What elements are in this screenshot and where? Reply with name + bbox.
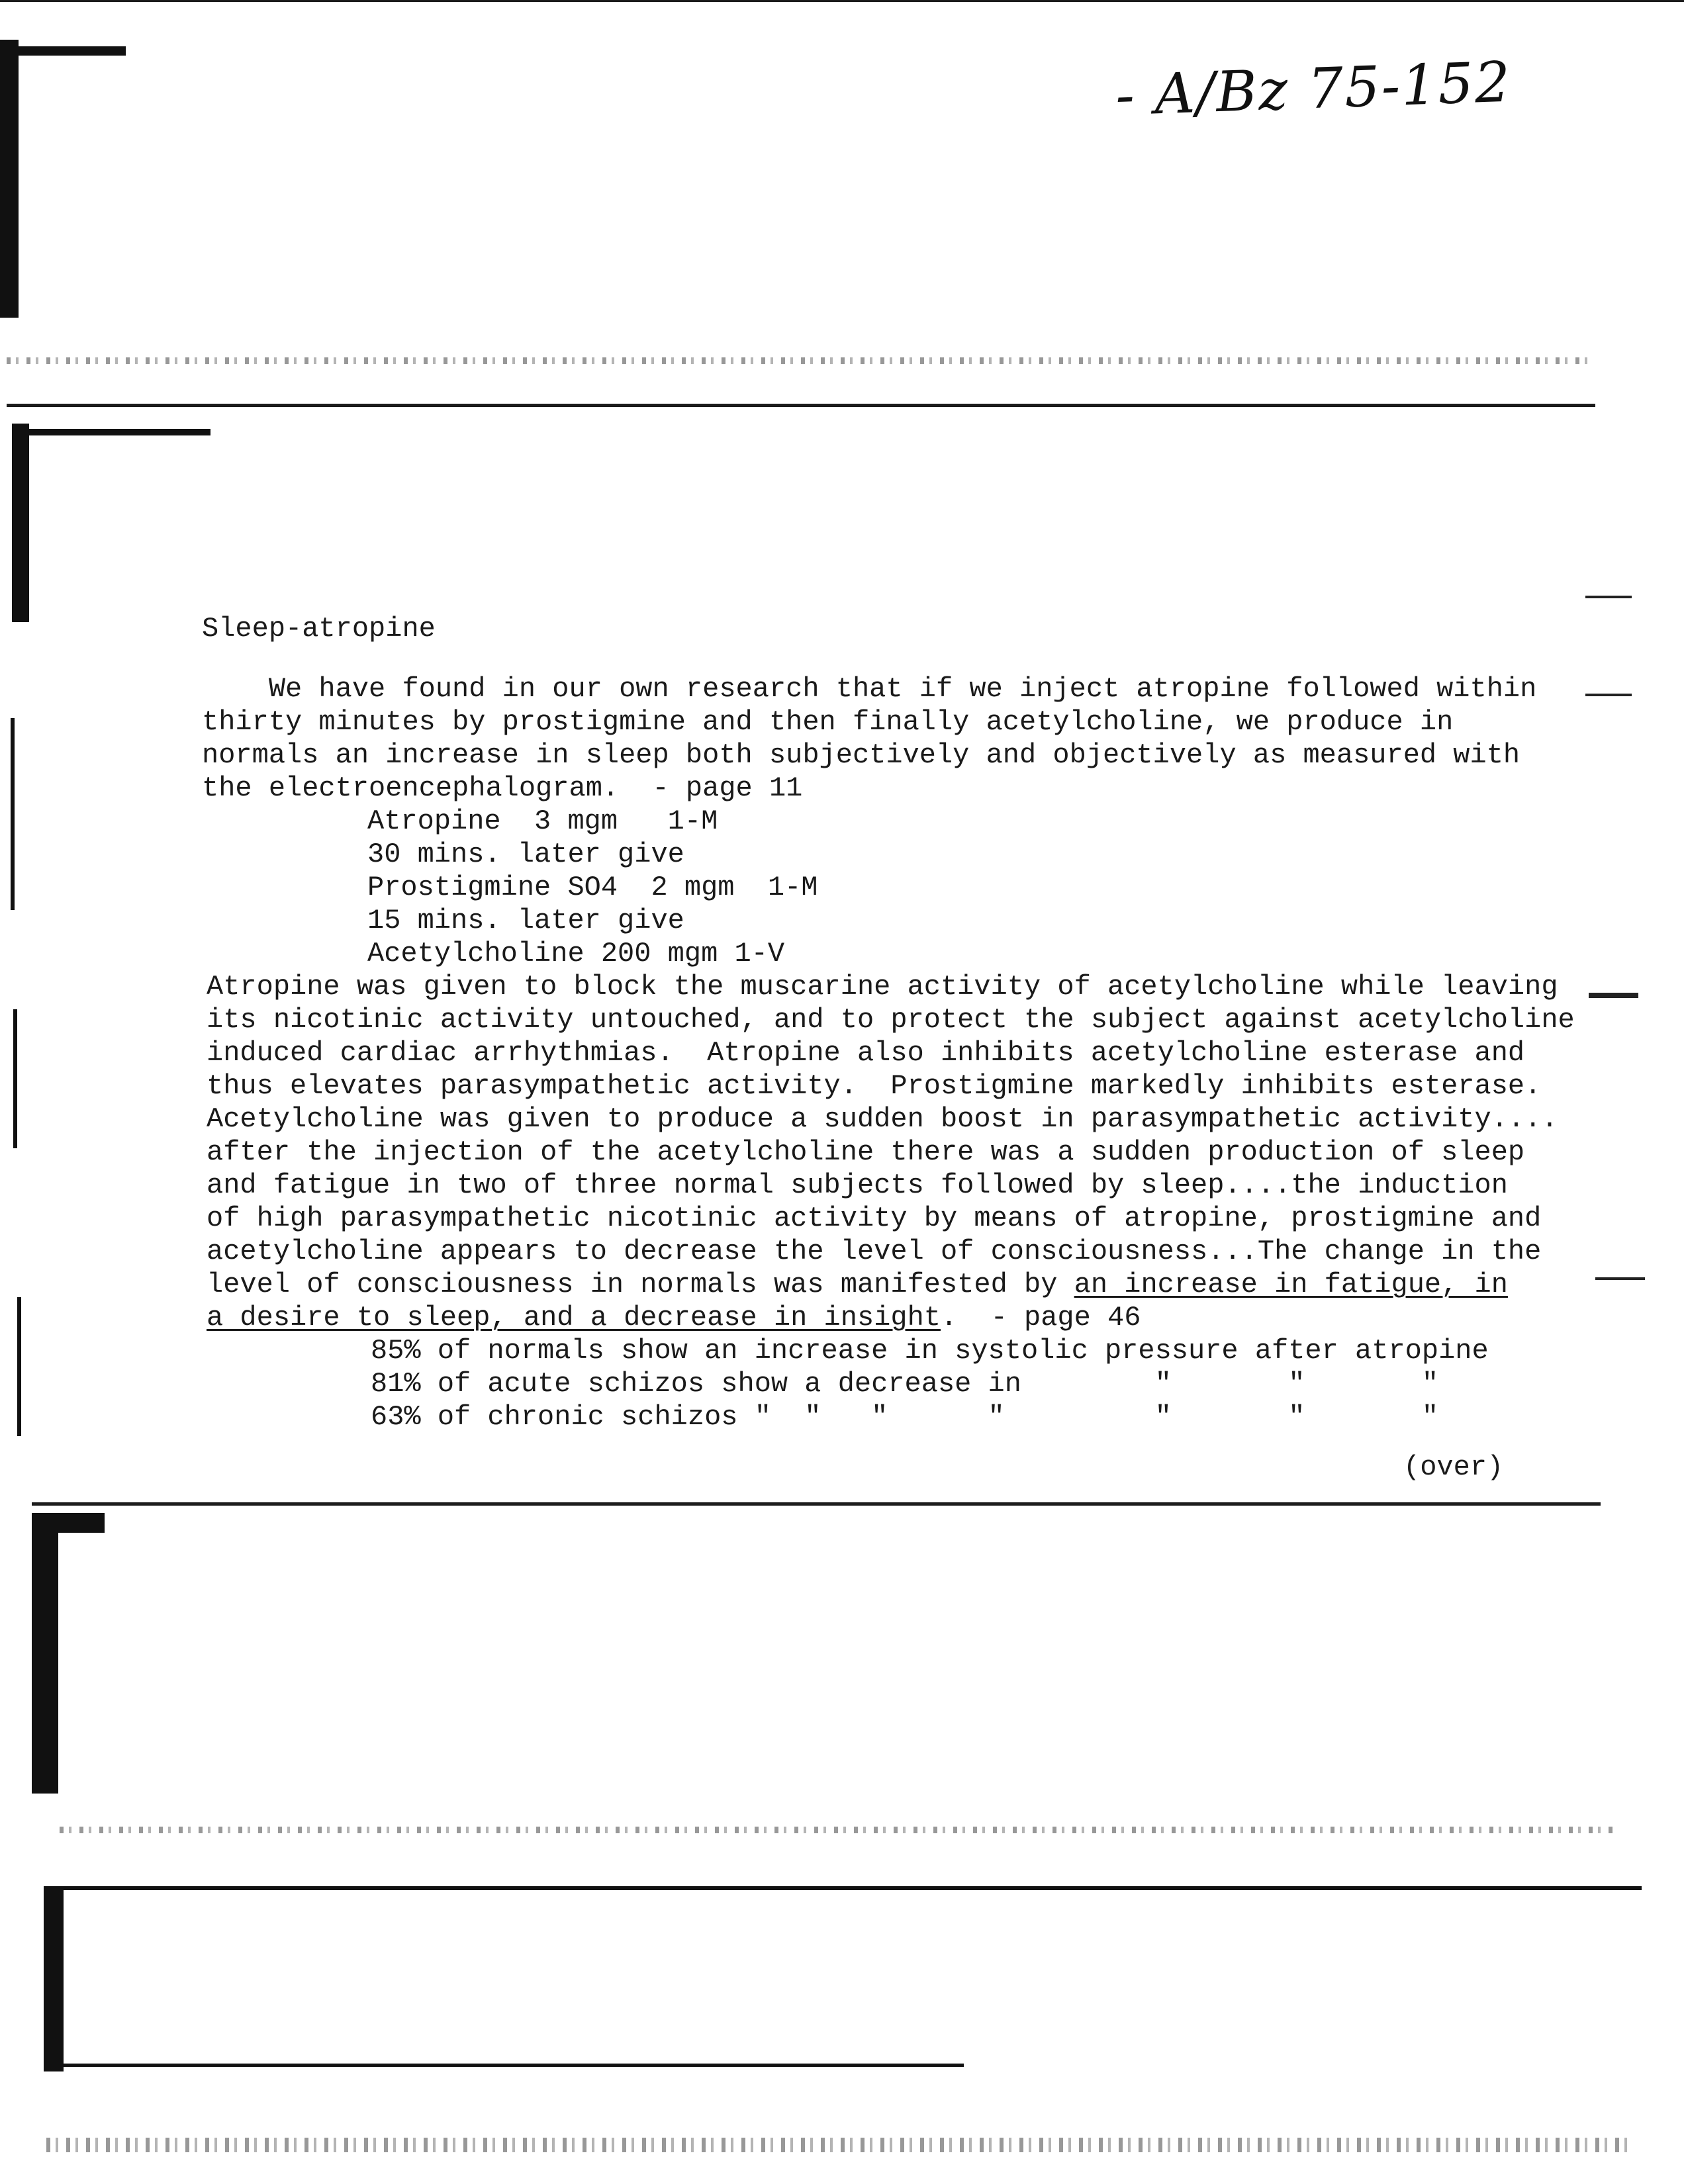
scan-mark-mid-left-cap <box>12 429 210 435</box>
scan-speckle-band-1 <box>7 357 1595 364</box>
scan-speckle-band-3 <box>46 2138 1635 2152</box>
document-heading: Sleep-atropine <box>202 613 436 645</box>
paragraph2-line: induced cardiac arrhythmias. Atropine also inhibits acetylcholine esterase and <box>207 1037 1525 1069</box>
dosage-line: Prostigmine SO4 2 mgm 1-M <box>367 872 818 903</box>
rule-upper <box>7 404 1595 407</box>
scan-mark-bottom-left-cap <box>44 1886 1642 1890</box>
paragraph2-line: Atropine was given to block the muscarine activity of acetylcholine while leaving <box>207 971 1558 1003</box>
paragraph2-line: and fatigue in two of three normal subjects followed by sleep....the induction <box>207 1169 1508 1201</box>
scan-mark-bottom-left <box>44 1886 64 2071</box>
scan-mark-top-left-cap <box>0 46 126 56</box>
margin-tick-2 <box>1585 694 1632 696</box>
desire-line-suffix: . - page 46 <box>940 1302 1141 1334</box>
stats-line: 85% of normals show an increase in systolic pressure after atropine <box>371 1335 1489 1367</box>
dosage-line: Atropine 3 mgm 1-M <box>367 805 718 837</box>
paragraph1-line: normals an increase in sleep both subjectively and objectively as measured with <box>202 739 1520 771</box>
over-note: (over) <box>1403 1451 1504 1483</box>
handwritten-file-number: - A/Bz 75-152 <box>1114 49 1513 128</box>
margin-tick-1 <box>1585 596 1632 598</box>
scan-mark-top-left <box>0 40 19 318</box>
scan-mark-left-thin-1 <box>11 718 15 910</box>
dosage-line: 30 mins. later give <box>367 839 684 870</box>
scan-mark-lower-left-cap <box>32 1513 105 1533</box>
paragraph1-line: the electroencephalogram. - page 11 <box>202 772 803 804</box>
paragraph2-line: its nicotinic activity untouched, and to protect the subject against acetylcholine <box>207 1004 1575 1036</box>
underlined-sleep-phrase: a desire to sleep, and a decrease in insight <box>207 1302 941 1334</box>
dosage-line: 15 mins. later give <box>367 905 684 936</box>
stats-line: 81% of acute schizos show a decrease in " " " <box>371 1368 1439 1400</box>
scan-mark-lower-left <box>32 1516 58 1794</box>
paragraph2-line: after the injection of the acetylcholine there was a sudden production of sleep <box>207 1136 1525 1168</box>
desire-line <box>207 1301 1141 1334</box>
consciousness-line <box>207 1268 1508 1301</box>
consciousness-line-prefix: level of consciousness in normals was manifested by <box>207 1269 1074 1300</box>
scan-mark-bottom-left-foot <box>44 2064 964 2067</box>
scan-mark-mid-left <box>12 424 29 622</box>
underlined-fatigue-phrase: an increase in fatigue, in <box>1074 1269 1508 1300</box>
scan-mark-left-thin-3 <box>17 1297 21 1436</box>
paragraph2-line: acetylcholine appears to decrease the level of consciousness...The change in the <box>207 1236 1542 1267</box>
paragraph2-line: of high parasympathetic nicotinic activity by means of atropine, prostigmine and <box>207 1203 1542 1234</box>
paragraph2-line: thus elevates parasympathetic activity. Prostigmine markedly inhibits esterase. <box>207 1070 1542 1102</box>
margin-tick-4 <box>1595 1277 1645 1280</box>
scan-mark-left-thin-2 <box>13 1009 17 1148</box>
rule-top <box>0 0 1684 2</box>
paragraph2-line: Acetylcholine was given to produce a sudden boost in parasympathetic activity.... <box>207 1103 1558 1135</box>
stats-line: 63% of chronic schizos " " " " " " " <box>371 1401 1439 1433</box>
dosage-line: Acetylcholine 200 mgm 1-V <box>367 938 785 970</box>
paragraph1-line: We have found in our own research that if we inject atropine followed within <box>202 673 1537 705</box>
rule-lower <box>32 1502 1601 1506</box>
margin-tick-3 <box>1589 993 1638 998</box>
paragraph1-line: thirty minutes by prostigmine and then finally acetylcholine, we produce in <box>202 706 1454 738</box>
scan-speckle-band-2 <box>60 1827 1615 1833</box>
